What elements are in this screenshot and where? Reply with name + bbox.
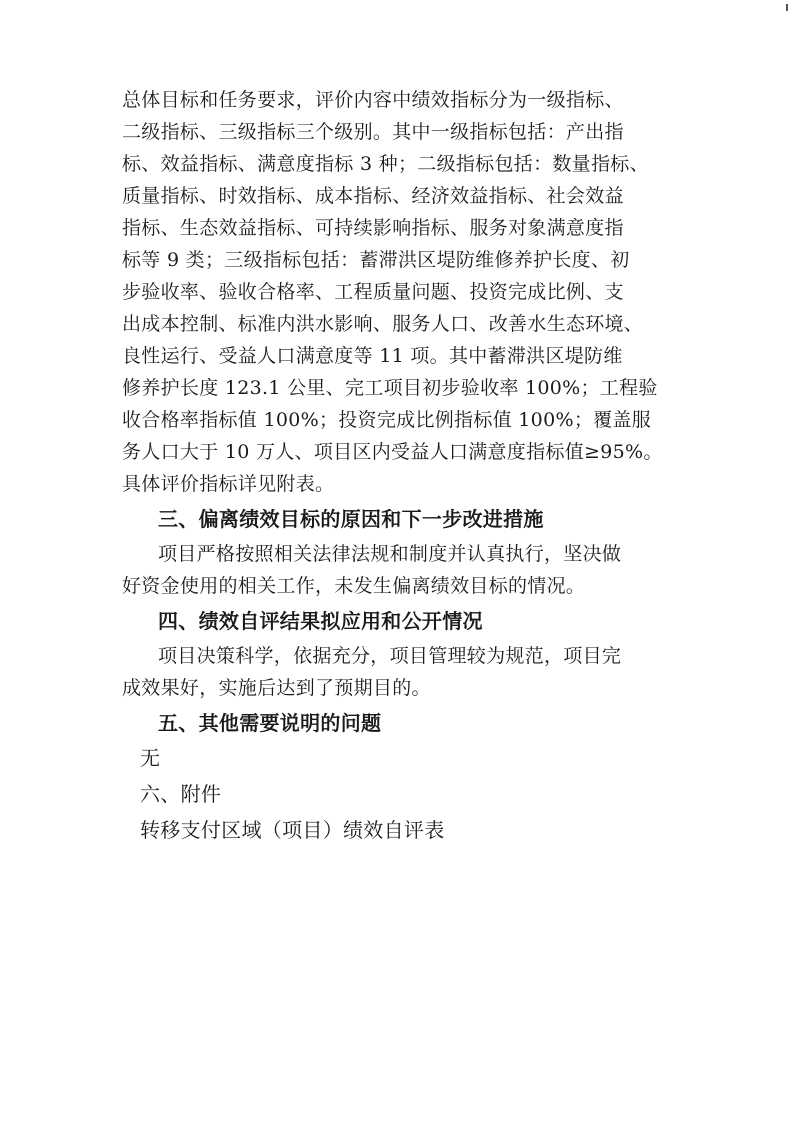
paragraph-line: 具体评价指标详见附表。 (122, 473, 335, 495)
attachment-title: 转移支付区域（项目）绩效自评表 (140, 818, 445, 842)
section-heading: 六、附件 (140, 782, 222, 806)
paragraph-line: 项目严格按照相关法律法规和制度并认真执行，坚决做 (158, 543, 622, 565)
section-heading: 三、偏离绩效目标的原因和下一步改进措施 (158, 507, 544, 531)
paragraph-line: 良性运行、受益人口满意度等 11 项。其中蓄滞洪区堤防维 (122, 345, 623, 367)
paragraph-line: 收合格率指标值 100%；投资完成比例指标值 100%；覆盖服 (122, 409, 652, 431)
paragraph-line: 项目决策科学，依据充分，项目管理较为规范，项目完 (158, 645, 622, 667)
paragraph-line: 出成本控制、标准内洪水影响、服务人口、改善水生态环境、 (122, 313, 644, 335)
paragraph-line: 指标、生态效益指标、可持续影响指标、服务对象满意度指 (122, 217, 624, 239)
paragraph-line: 质量指标、时效指标、成本指标、经济效益指标、社会效益 (122, 185, 624, 207)
section-heading: 四、绩效自评结果拟应用和公开情况 (158, 609, 483, 633)
paragraph-line: 修养护长度 123.1 公里、完工项目初步验收率 100%；工程验 (122, 377, 658, 399)
paragraph-line: 成效果好，实施后达到了预期目的。 (122, 677, 431, 699)
paragraph-line: 好资金使用的相关工作，未发生偏离绩效目标的情况。 (122, 575, 586, 597)
paragraph-line: 标、效益指标、满意度指标 3 种；二级指标包括：数量指标、 (122, 153, 649, 175)
paragraph-line: 步验收率、验收合格率、工程质量问题、投资完成比例、支 (122, 281, 624, 303)
paragraph-line: 标等 9 类；三级指标包括：蓄滞洪区堤防维修养护长度、初 (122, 249, 630, 271)
scan-mark (786, 4, 788, 11)
paragraph-line: 务人口大于 10 万人、项目区内受益人口满意度指标值≥95%。 (122, 441, 663, 463)
section-heading: 五、其他需要说明的问题 (158, 711, 382, 735)
section-content: 无 (140, 746, 161, 770)
paragraph-line: 二级指标、三级指标三个级别。其中一级指标包括：产出指 (122, 121, 624, 143)
paragraph-line: 总体目标和任务要求，评价内容中绩效指标分为一级指标、 (122, 89, 624, 111)
